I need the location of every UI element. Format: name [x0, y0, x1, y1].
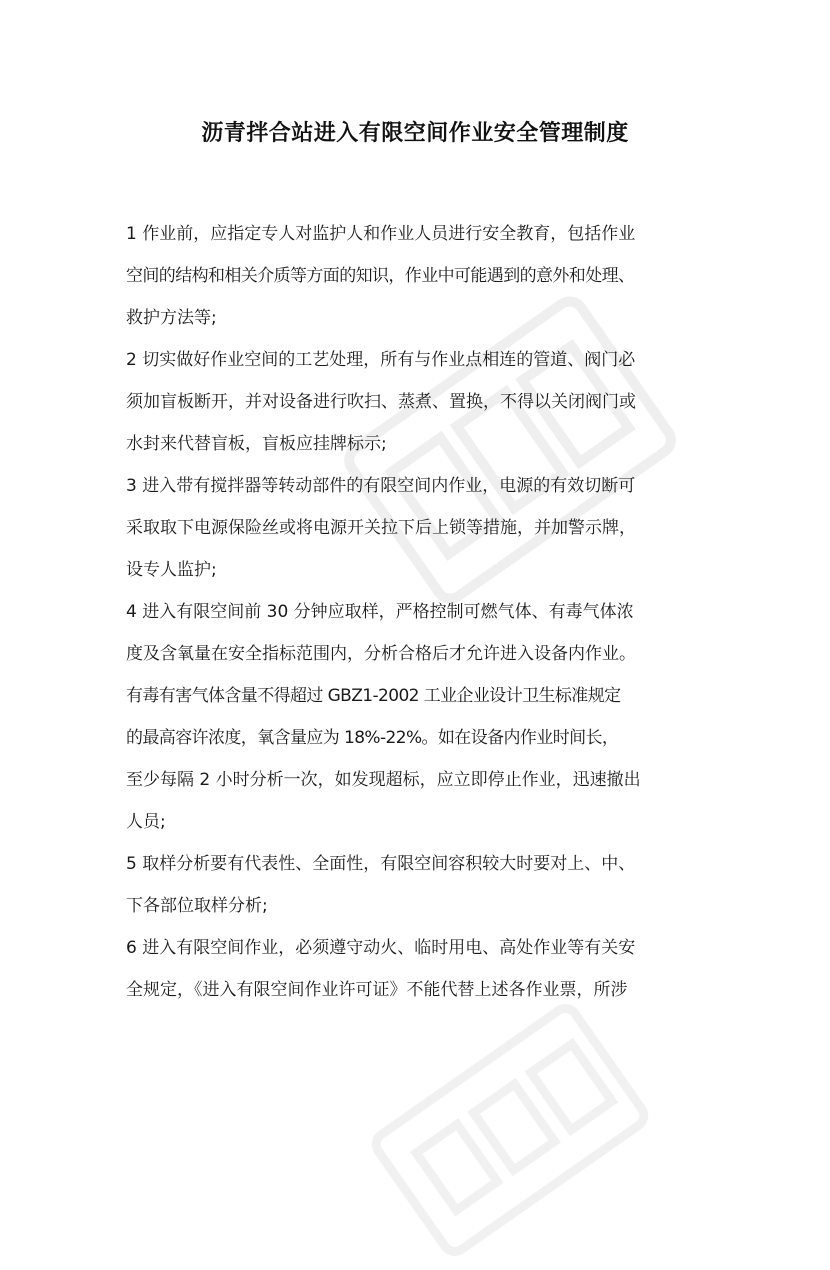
body-line: 的最高容许浓度，氧含量应为 18%-22%。如在设备内作业时间长， [126, 728, 619, 748]
body-line: 采取取下电源保险丝或将电源开关拉下后上锁等措施，并加警示牌， [126, 518, 636, 538]
body-line: 6 进入有限空间作业，必须遵守动火、临时用电、高处作业等有关安 [126, 938, 636, 958]
body-line: 空间的结构和相关介质等方面的知识，作业中可能遇到的意外和处理、 [126, 266, 635, 286]
body-line: 2 切实做好作业空间的工艺处理，所有与作业点相连的管道、阀门必 [126, 350, 636, 370]
body-line: 全规定，《进入有限空间作业许可证》不能代替上述各作业票，所涉 [126, 980, 628, 1000]
page-title: 沥青拌合站进入有限空间作业安全管理制度 [201, 121, 629, 146]
body-line: 人员; [126, 812, 166, 832]
body-line: 须加盲板断开，并对设备进行吹扫、蒸煮、置换，不得以关闭阀门或 [126, 392, 636, 412]
body-line: 水封来代替盲板，盲板应挂牌标示; [126, 434, 387, 454]
body-line: 救护方法等; [126, 308, 217, 328]
body-line: 4 进入有限空间前 30 分钟应取样，严格控制可燃气体、有毒气体浓 [126, 602, 634, 622]
body-line: 3 进入带有搅拌器等转动部件的有限空间内作业，电源的有效切断可 [126, 476, 636, 496]
body-line: 有毒有害气体含量不得超过 GBZ1-2002 工业企业设计卫生标准规定 [126, 686, 621, 706]
body-line: 1 作业前，应指定专人对监护人和作业人员进行安全教育，包括作业 [126, 224, 636, 244]
document-body [126, 213, 718, 1011]
body-line: 度及含氧量在安全指标范围内，分析合格后才允许进入设备内作业。 [126, 644, 636, 664]
watermark-icon-bottom [358, 990, 663, 1270]
body-line: 5 取样分析要有代表性、全面性，有限空间容积较大时要对上、中、 [126, 854, 636, 874]
body-line: 下各部位取样分析; [126, 896, 268, 916]
body-line: 设专人监护; [126, 560, 217, 580]
body-line: 至少每隔 2 小时分析一次，如发现超标，应立即停止作业，迅速撤出 [126, 770, 641, 790]
